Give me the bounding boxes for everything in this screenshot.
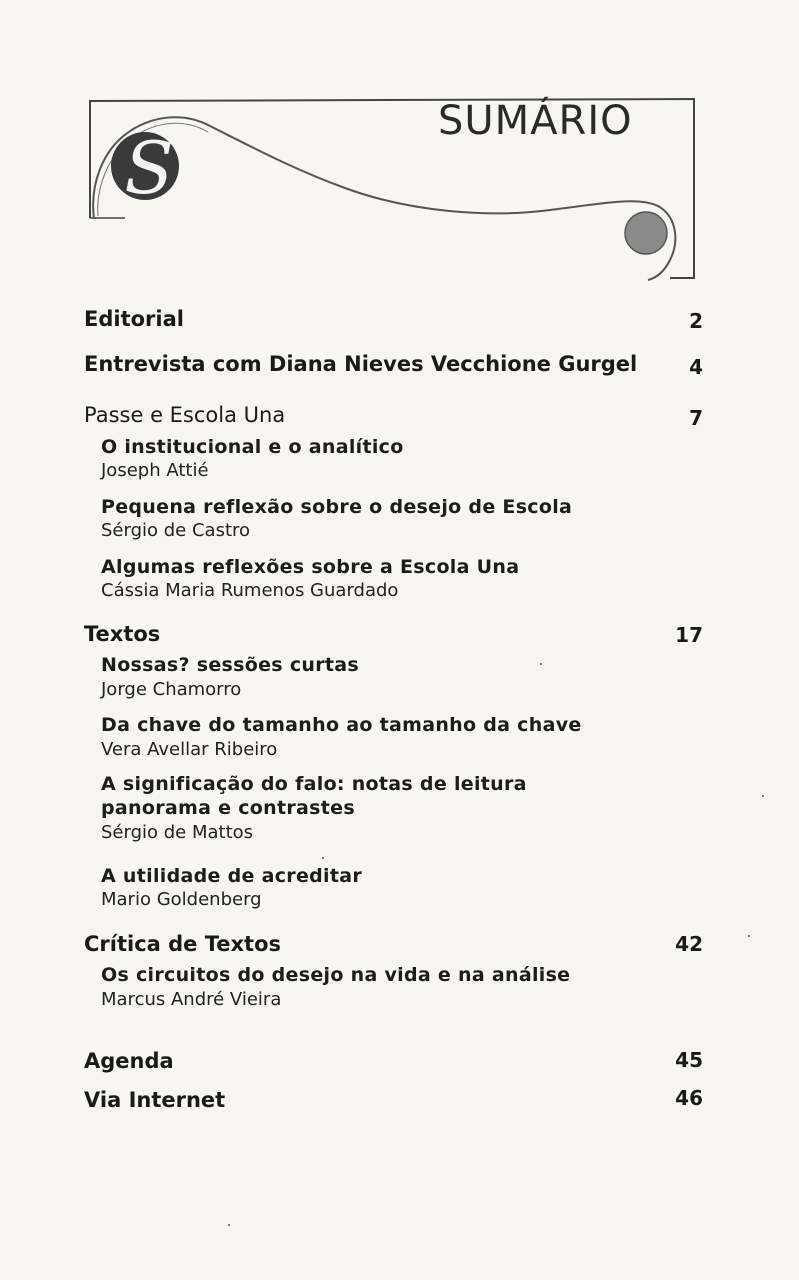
section-entrevista: Entrevista com Diana Nieves Vecchione Gurgel (84, 352, 638, 376)
page-number: 45 (675, 1048, 703, 1072)
page-number: 17 (675, 623, 703, 647)
paper-speck (322, 857, 324, 859)
paper-speck (762, 795, 764, 797)
article-title-line2: panorama e contrastes (101, 797, 355, 819)
article-title: Nossas? sessões curtas (101, 654, 359, 676)
page-number: 2 (689, 309, 703, 333)
page-number: 7 (689, 406, 703, 430)
section-textos: Textos (84, 622, 161, 646)
section-critica-de-textos: Crítica de Textos (84, 932, 282, 956)
paper-speck (540, 663, 542, 665)
article-author: Joseph Attié (101, 460, 209, 481)
article-title: A utilidade de acreditar (101, 865, 363, 887)
section-editorial: Editorial (84, 307, 184, 331)
article-author: Jorge Chamorro (101, 679, 242, 700)
article-author: Mario Goldenberg (101, 889, 262, 910)
article-title: Os circuitos do desejo na vida e na análise (101, 964, 571, 986)
article-title: Pequena reflexão sobre o desejo de Escola (101, 496, 573, 518)
article-title: Algumas reflexões sobre a Escola Una (101, 556, 520, 578)
article-title: A significação do falo: notas de leitura (101, 773, 527, 795)
page-title: SUMÁRIO (438, 98, 633, 144)
article-title: O institucional e o analítico (101, 436, 404, 458)
article-title: Da chave do tamanho ao tamanho da chave (101, 714, 582, 736)
article-author: Cássia Maria Rumenos Guardado (101, 580, 399, 601)
paper-speck (228, 1224, 230, 1226)
article-author: Sérgio de Mattos (101, 822, 254, 843)
logo-letter: S (124, 126, 174, 210)
page-number: 4 (689, 355, 703, 379)
article-author: Marcus André Vieira (101, 989, 282, 1010)
article-author: Sérgio de Castro (101, 520, 251, 541)
section-agenda: Agenda (84, 1049, 174, 1073)
page-number: 42 (675, 932, 703, 956)
section-passe-escola-una: Passe e Escola Una (84, 403, 286, 427)
page-number: 46 (675, 1086, 703, 1110)
section-via-internet: Via Internet (84, 1088, 226, 1112)
paper-speck (748, 935, 750, 937)
article-author: Vera Avellar Ribeiro (101, 739, 278, 760)
